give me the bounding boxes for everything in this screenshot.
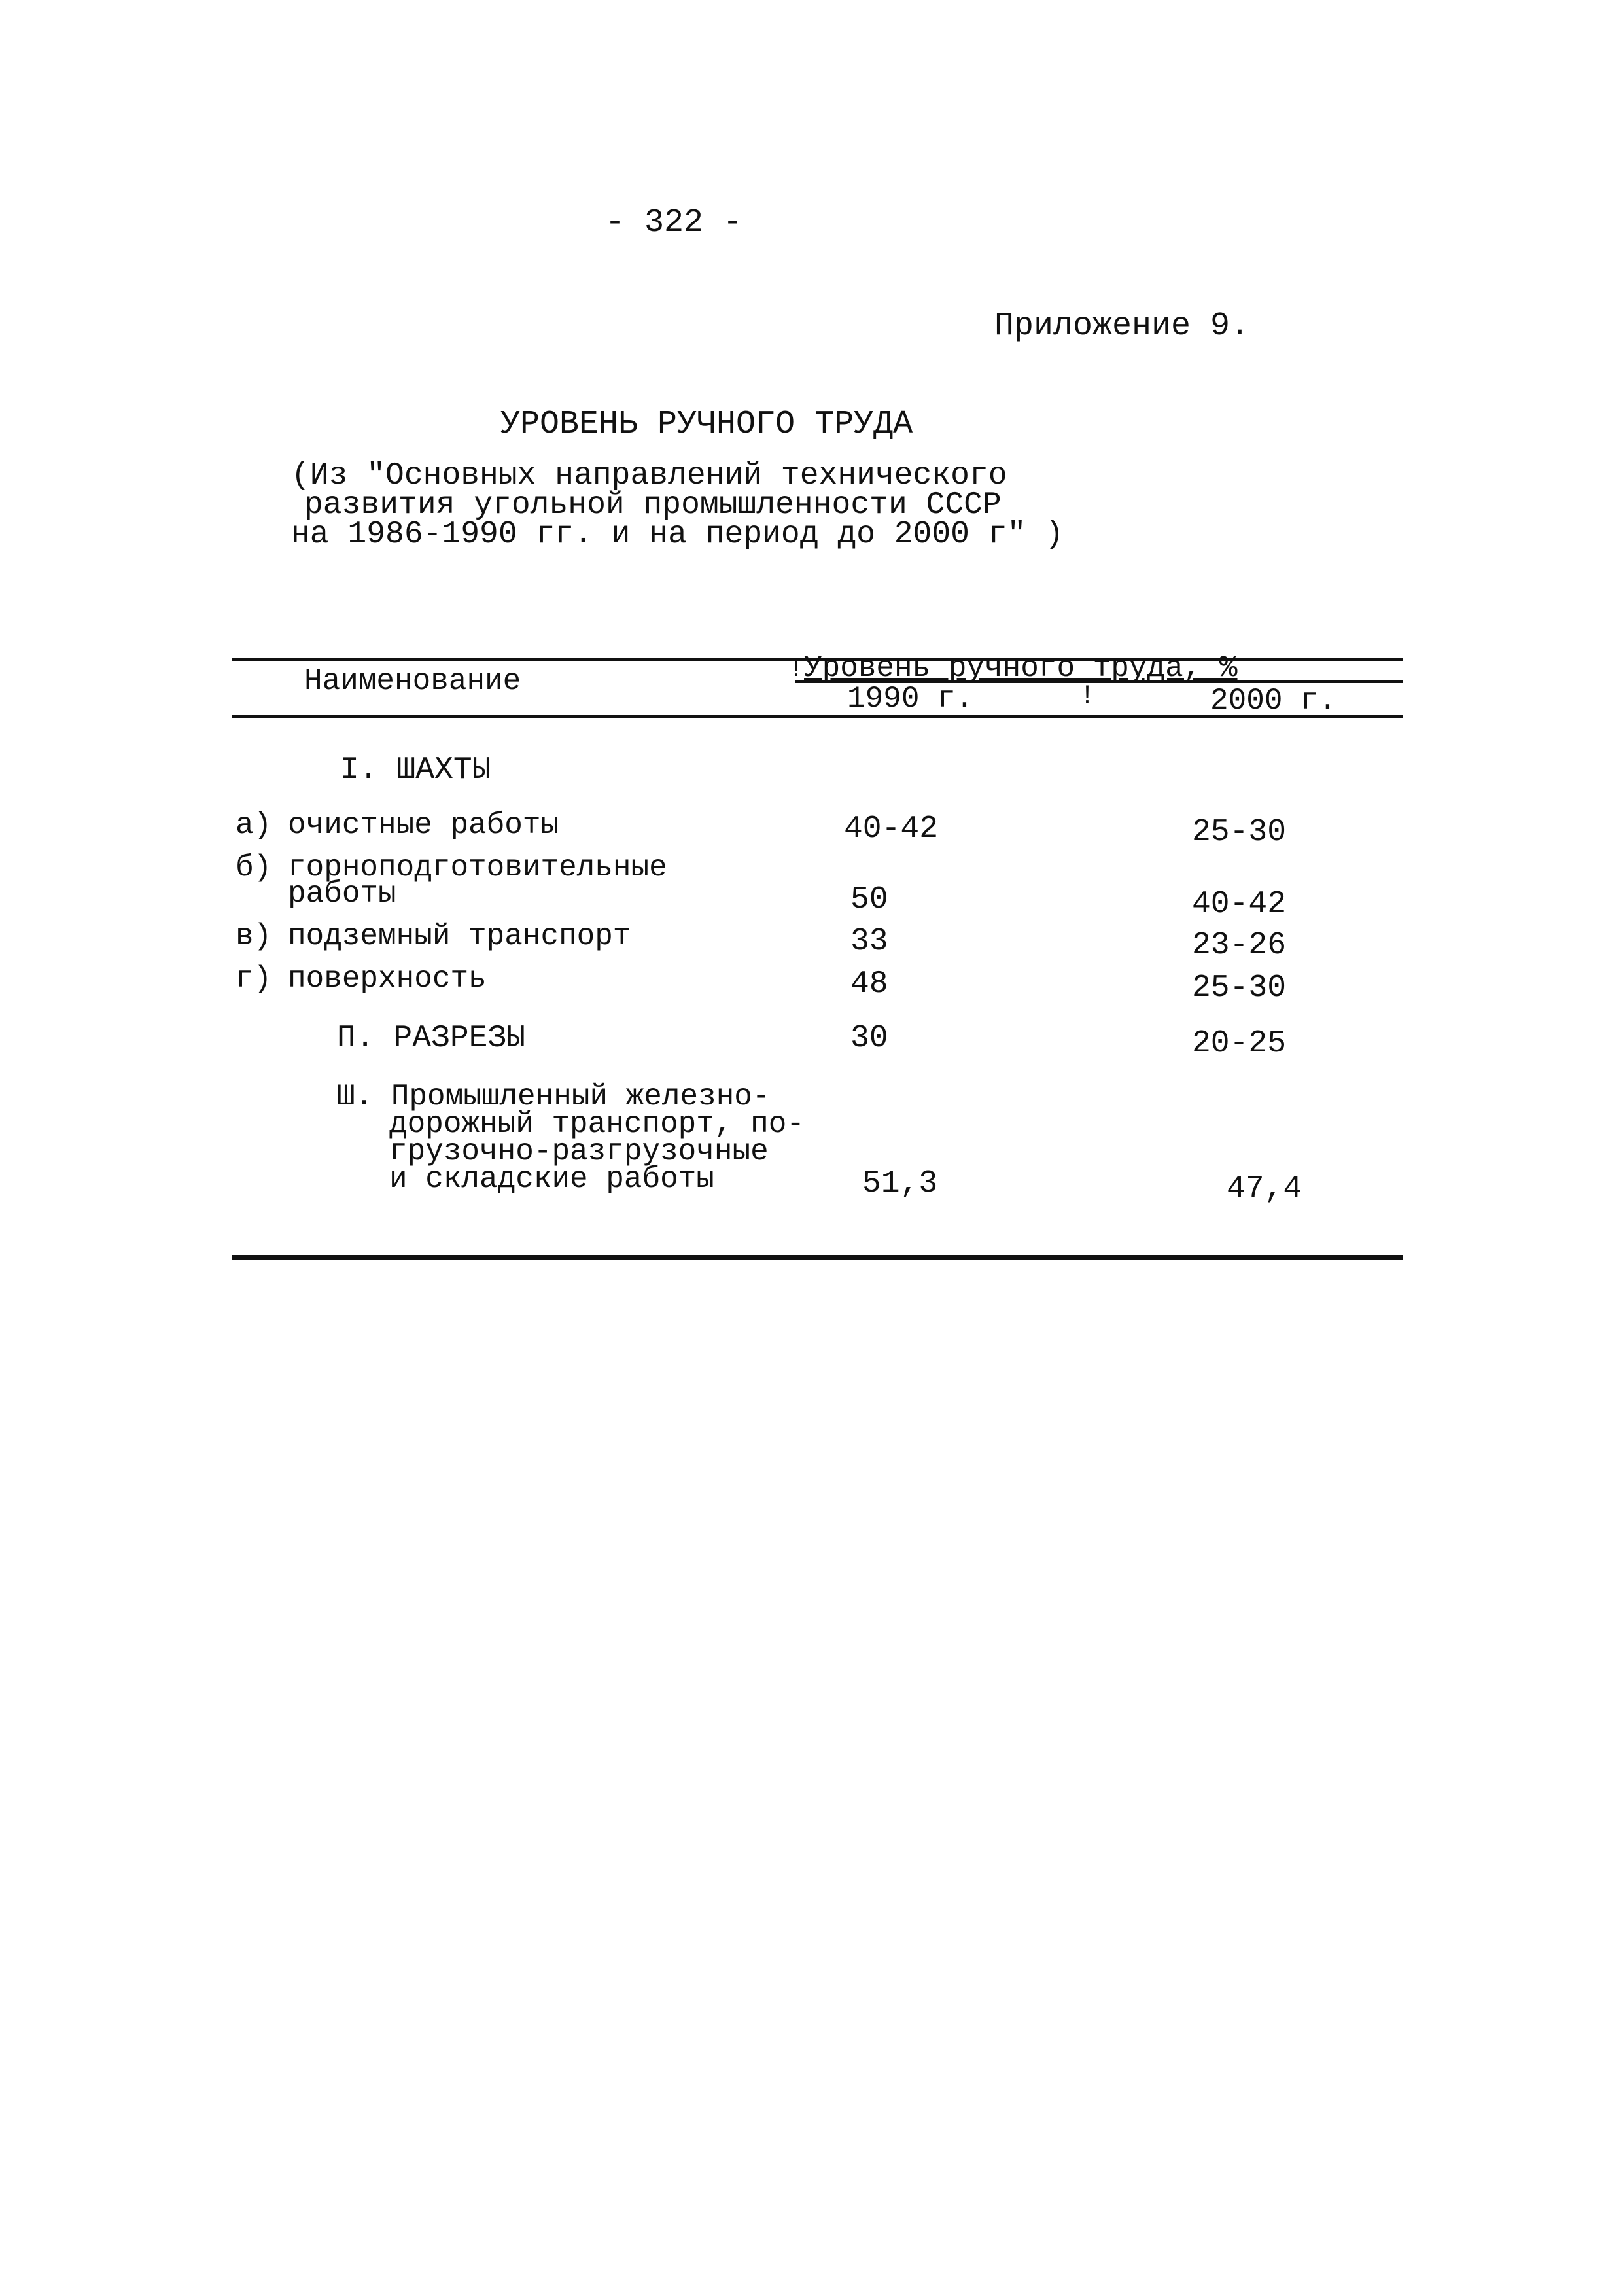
value-1990: 51,3 bbox=[862, 1166, 938, 1201]
row-label: очистные работы bbox=[288, 808, 559, 842]
section-title-line: дорожный транспорт, по- bbox=[389, 1107, 805, 1141]
section-title: I. ШАХТЫ bbox=[340, 752, 491, 788]
row-letter: в) bbox=[236, 919, 272, 953]
value-1990: 48 bbox=[850, 966, 888, 1002]
value-2000: 23-26 bbox=[1192, 928, 1287, 963]
section-title-line: и складские работы bbox=[389, 1162, 714, 1196]
section-title: Ш. Промышленный железно- bbox=[337, 1080, 771, 1114]
row-letter: а) bbox=[236, 808, 272, 842]
table-bottom-rule bbox=[232, 1255, 1403, 1260]
document-title: УРОВЕНЬ РУЧНОГО ТРУДА bbox=[500, 406, 913, 443]
value-2000: 40-42 bbox=[1192, 887, 1287, 922]
row-letter: б) bbox=[236, 851, 272, 885]
value-2000: 25-30 bbox=[1192, 970, 1287, 1006]
value-1990: 33 bbox=[850, 924, 888, 959]
column-header-level-text: Уровень ручного труда, % bbox=[804, 651, 1238, 685]
appendix-label: Приложение 9. bbox=[994, 308, 1250, 345]
subtitle-line: на 1986-1990 гг. и на период до 2000 г" ) bbox=[291, 517, 1064, 552]
section-title-line: грузочно-разгрузочные bbox=[389, 1135, 769, 1169]
value-2000: 47,4 bbox=[1227, 1171, 1302, 1207]
subtitle-line: (Из "Основных направлений технического bbox=[291, 458, 1007, 493]
value-1990: 50 bbox=[850, 882, 888, 917]
value-1990: 30 bbox=[850, 1021, 888, 1056]
page-number: - 322 - bbox=[605, 204, 743, 241]
row-letter: г) bbox=[236, 962, 272, 996]
value-2000: 20-25 bbox=[1192, 1026, 1287, 1061]
row-label: поверхность bbox=[288, 962, 487, 996]
row-label: подземный транспорт bbox=[288, 919, 631, 953]
row-label: работы bbox=[288, 877, 396, 911]
column-header-name: Наименование bbox=[304, 664, 521, 698]
value-2000: 25-30 bbox=[1192, 815, 1287, 850]
column-header-2000: 2000 г. bbox=[1210, 684, 1337, 718]
column-separator: ! bbox=[1079, 682, 1096, 711]
column-separator: ! bbox=[788, 655, 805, 684]
subtitle-line: развития угольной промышленности СССР bbox=[304, 487, 1002, 523]
document-subtitle bbox=[291, 458, 1064, 552]
column-header-1990: 1990 г. bbox=[847, 682, 974, 716]
row-label: горноподготовительные bbox=[288, 851, 667, 885]
value-1990: 40-42 bbox=[844, 811, 939, 847]
section-title: П. РАЗРЕЗЫ bbox=[337, 1021, 526, 1056]
